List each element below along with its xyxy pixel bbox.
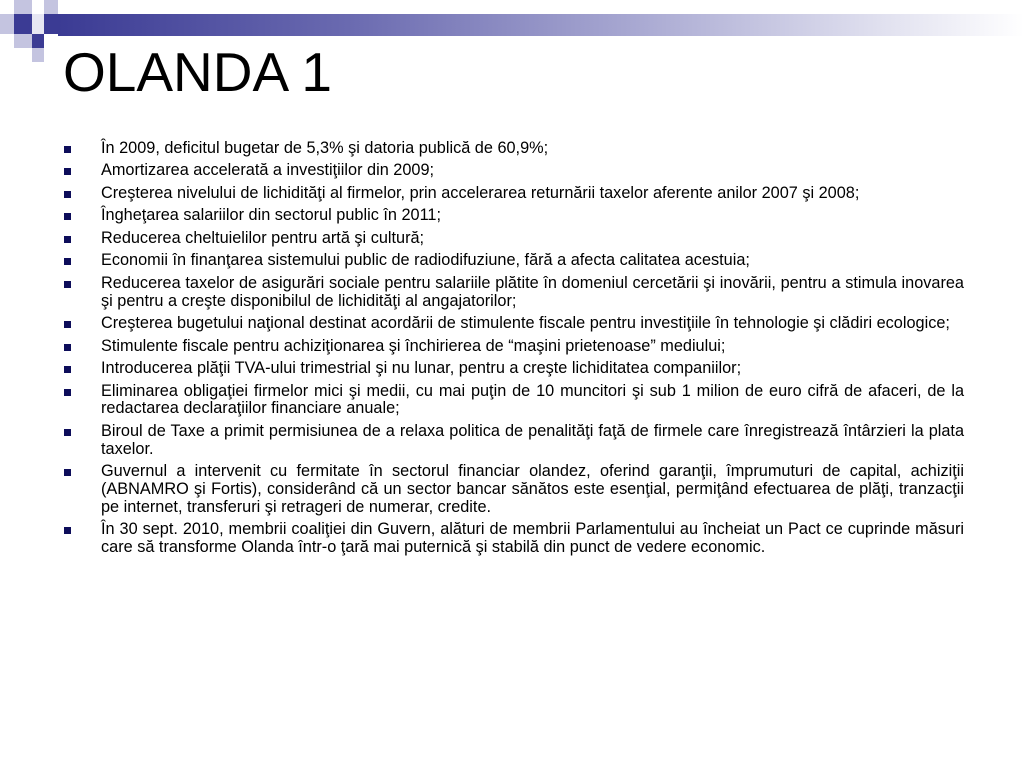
list-item xyxy=(64,140,964,158)
list-item-text: Creşterea bugetului naţional destinat acordării de stimulente fiscale pentru investiţiile în tehnologie şi clădiri ecologice; xyxy=(101,314,950,333)
deco-square xyxy=(44,0,58,14)
list-item-text: Reducerea taxelor de asigurări sociale pentru salariile plătite în domeniul cercetării şi inovării, pentru a stimula inovarea şi pentru a creşte disponibilul de lichidităţi al angajatorilor; xyxy=(101,273,964,310)
bullet-square-icon xyxy=(64,213,71,220)
bullet-square-icon xyxy=(64,366,71,373)
bullet-square-icon xyxy=(64,429,71,436)
list-item-text: Creşterea nivelului de lichidităţi al firmelor, prin accelerarea returnării taxelor aferente anilor 2007 şi 2008; xyxy=(101,183,860,202)
list-item-text: În 30 sept. 2010, membrii coaliţiei din Guvern, alături de membrii Parlamentului au încheiat un Pact ce cuprinde măsuri care să transforme Olanda într-o ţară mai puternică şi stabilă din punct de vedere economic. xyxy=(101,520,964,557)
list-item xyxy=(64,252,964,270)
list-item xyxy=(64,185,964,203)
deco-square xyxy=(14,34,32,48)
list-item-text: Introducerea plăţii TVA-ului trimestrial şi nu lunar, pentru a creşte lichiditatea companiilor; xyxy=(101,359,742,378)
gradient-bar xyxy=(58,14,1024,36)
bullet-square-icon xyxy=(64,258,71,265)
list-item xyxy=(64,521,964,557)
bullet-list xyxy=(64,140,964,562)
list-item-text: Îngheţarea salariilor din sectorul public în 2011; xyxy=(101,206,441,225)
list-item xyxy=(64,207,964,225)
bullet-square-icon xyxy=(64,469,71,476)
list-item-text: Stimulente fiscale pentru achiziţionarea şi închirierea de “maşini prietenoase” mediului; xyxy=(101,336,726,355)
bullet-square-icon xyxy=(64,344,71,351)
bullet-square-icon xyxy=(64,321,71,328)
deco-square xyxy=(44,14,58,34)
bullet-square-icon xyxy=(64,527,71,534)
list-item-text: Guvernul a intervenit cu fermitate în sectorul financiar olandez, oferind garanţii, împrumuturi de capital, achiziţii (ABNAMRO şi Fortis), considerând că un sector bancar sănătos este esenţial, permiţând efectuarea de plăţi, tranzacţii pe internet, transferuri şi retrageri de numerar, credite. xyxy=(101,462,964,516)
list-item xyxy=(64,463,964,516)
list-item-text: Economii în finanţarea sistemului public de radiodifuziune, fără a afecta calitatea acestuia; xyxy=(101,251,750,270)
slide-title: OLANDA 1 xyxy=(63,41,333,103)
list-item xyxy=(64,275,964,311)
deco-square xyxy=(32,48,44,62)
bullet-square-icon xyxy=(64,236,71,243)
list-item xyxy=(64,383,964,419)
bullet-square-icon xyxy=(64,281,71,288)
bullet-square-icon xyxy=(64,168,71,175)
list-item-text: Amortizarea accelerată a investiţiilor din 2009; xyxy=(101,161,435,180)
bullet-square-icon xyxy=(64,191,71,198)
bullet-square-icon xyxy=(64,389,71,396)
list-item-text: Biroul de Taxe a primit permisiunea de a relaxa politica de penalităţi faţă de firmele care înregistrează întârzieri la plata taxelor. xyxy=(101,421,964,458)
list-item xyxy=(64,230,964,248)
deco-square xyxy=(14,0,32,14)
deco-square xyxy=(0,14,14,34)
list-item-text: Eliminarea obligaţiei firmelor mici şi medii, cu mai puţin de 10 muncitori şi sub 1 milion de euro cifră de afaceri, de la redactarea declaraţiilor financiare anuale; xyxy=(101,381,964,418)
deco-square xyxy=(14,14,32,34)
list-item xyxy=(64,360,964,378)
deco-square xyxy=(32,34,44,48)
deco-square xyxy=(32,14,44,34)
list-item xyxy=(64,338,964,356)
bullet-square-icon xyxy=(64,146,71,153)
list-item xyxy=(64,162,964,180)
list-item-text: În 2009, deficitul bugetar de 5,3% şi datoria publică de 60,9%; xyxy=(101,139,549,157)
list-item xyxy=(64,423,964,459)
list-item xyxy=(64,315,964,333)
list-item-text: Reducerea cheltuielilor pentru artă şi cultură; xyxy=(101,228,425,247)
